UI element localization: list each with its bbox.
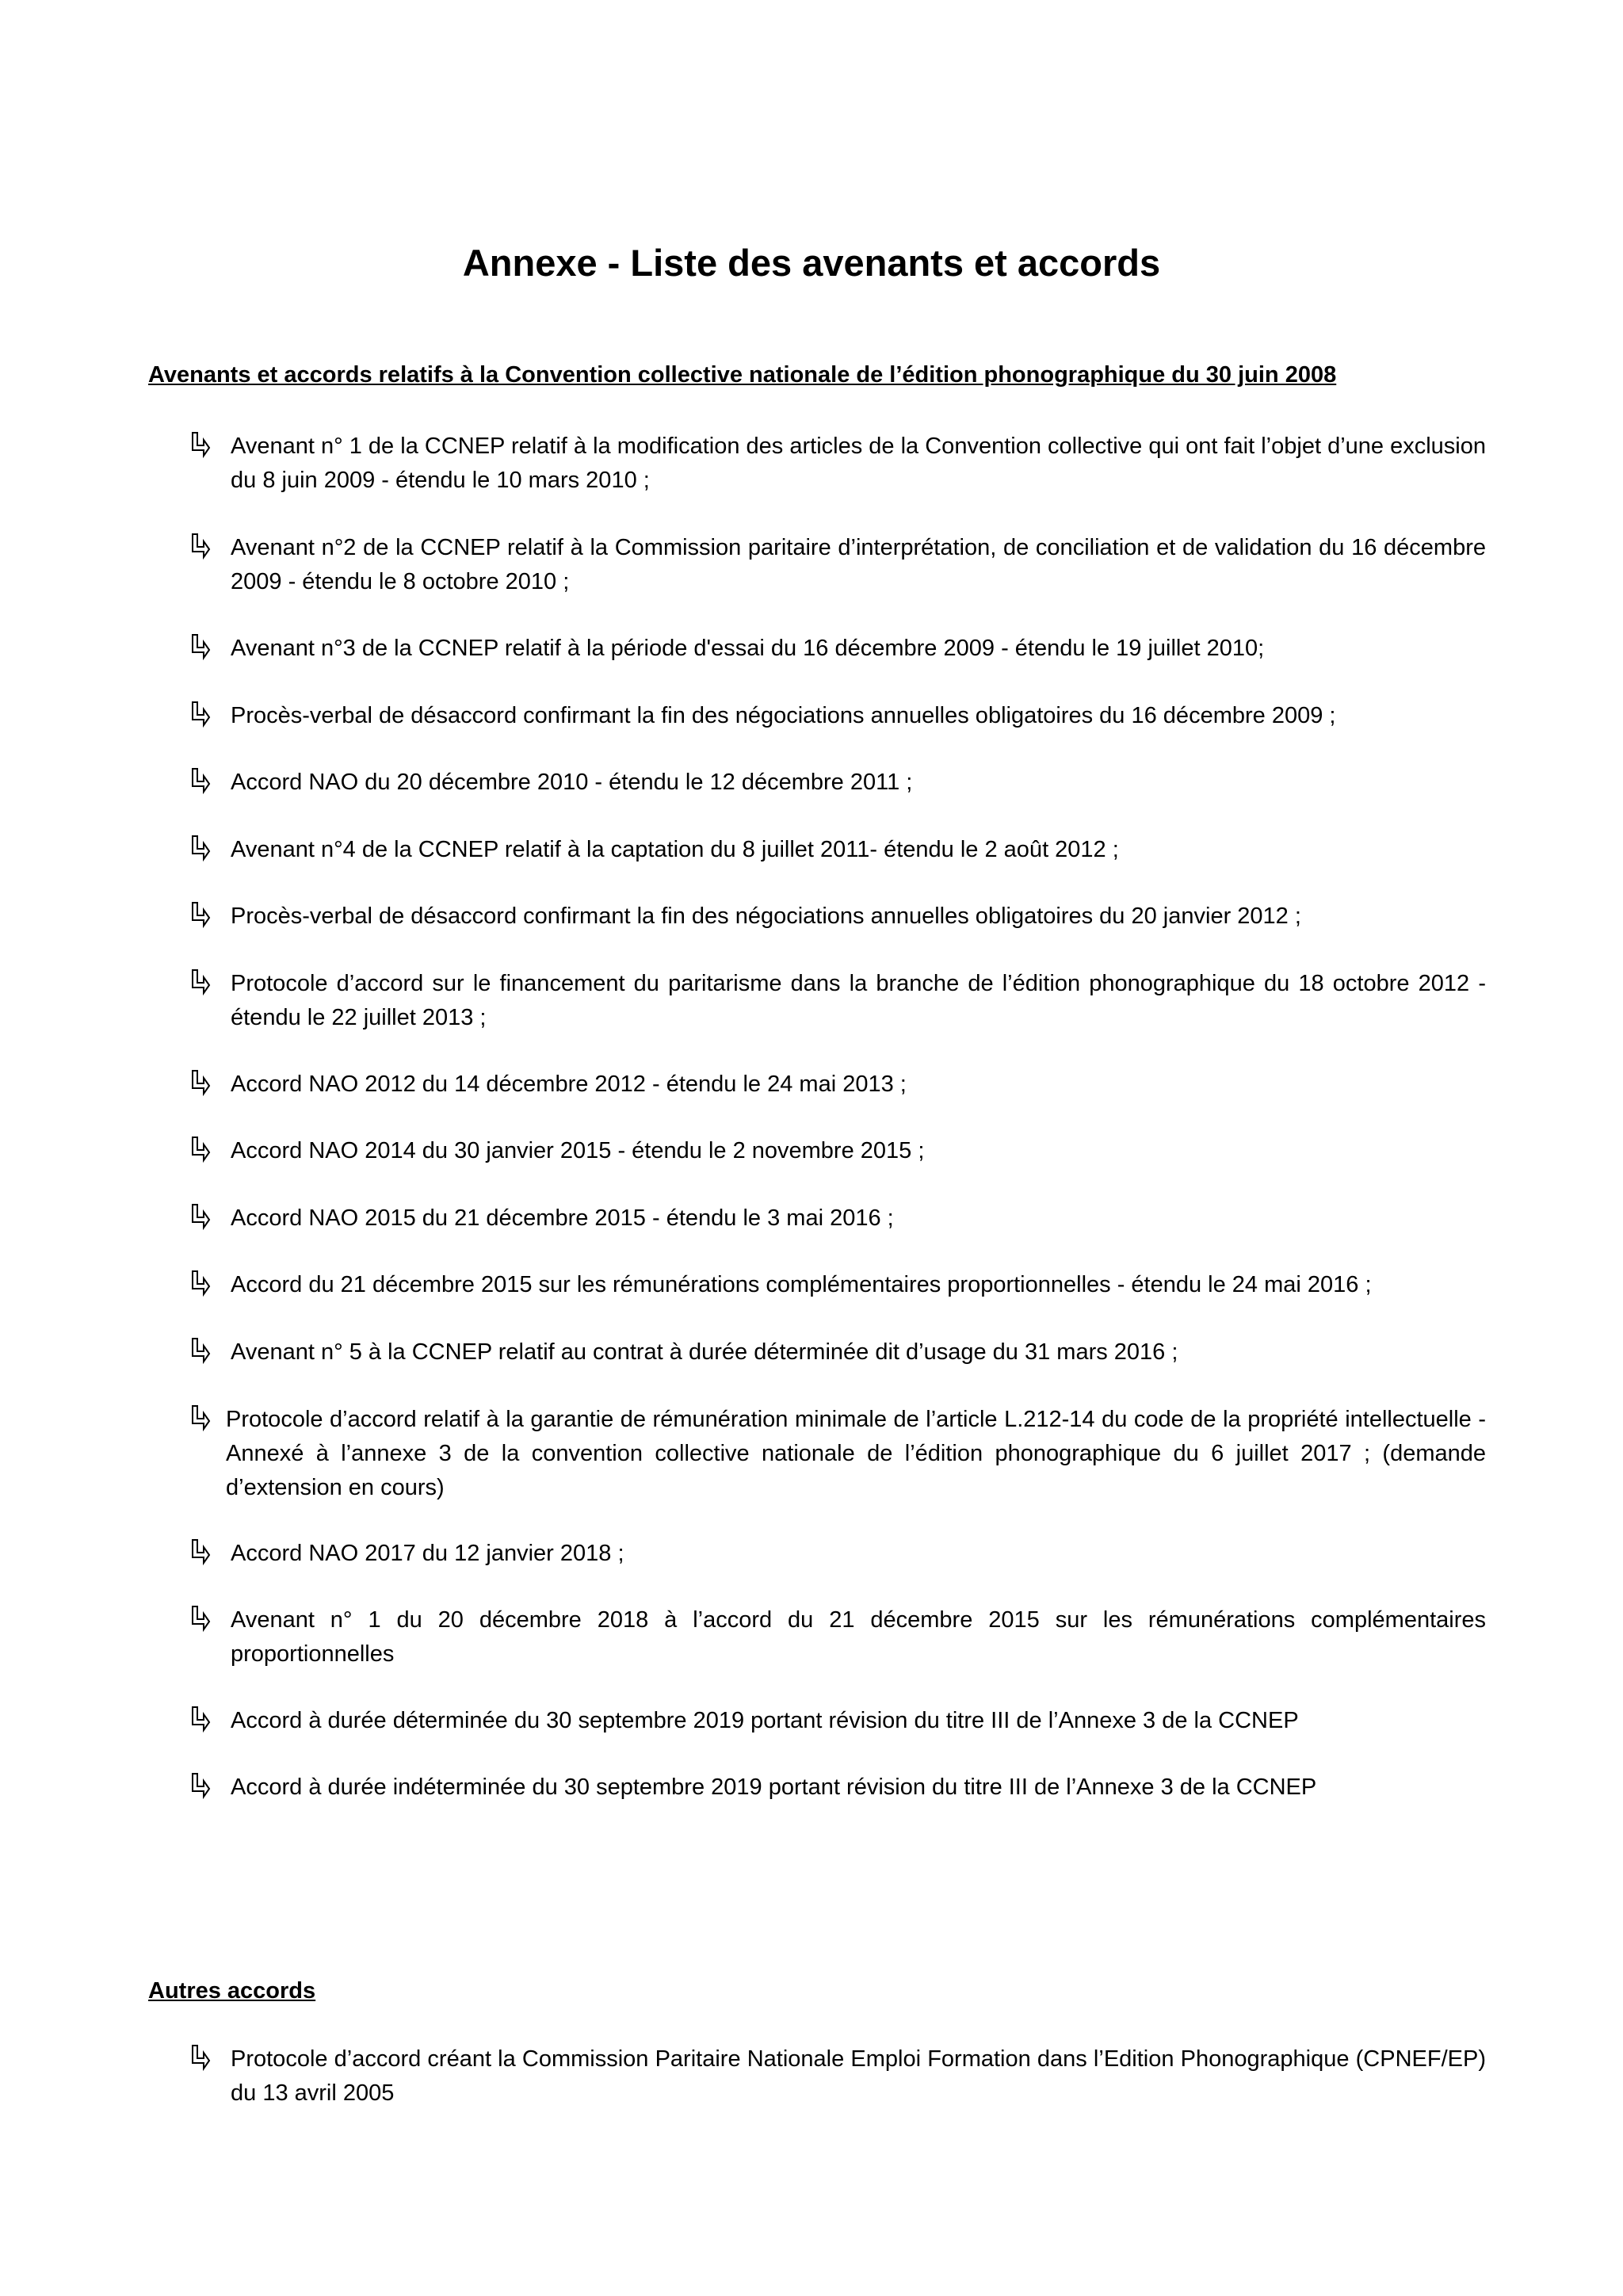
list-item — [190, 900, 1486, 934]
list-item-text: Accord NAO 2014 du 30 janvier 2015 - étendu le 2 novembre 2015 ; — [231, 1138, 925, 1163]
hollow-arrow-icon — [190, 1404, 211, 1431]
section-heading-autres-accords: Autres accords — [148, 1978, 316, 2004]
hollow-arrow-icon — [190, 1772, 211, 1799]
list-item-text: Procès-verbal de désaccord confirmant la fin des négociations annuelles obligatoires du 16 décembre 2009 ; — [231, 703, 1336, 728]
hollow-arrow-icon — [190, 1706, 211, 1733]
list-item — [190, 766, 1486, 800]
hollow-arrow-icon — [190, 1069, 211, 1096]
list-item-text: Accord à durée déterminée du 30 septembre 2019 portant révision du titre III de l’Annexe 3 de la CCNEP — [231, 1708, 1299, 1733]
list-item-text: Avenant n° 5 à la CCNEP relatif au contrat à durée déterminée dit d’usage du 31 mars 2016 ; — [231, 1339, 1178, 1365]
list-item — [190, 632, 1486, 666]
hollow-arrow-icon — [190, 1203, 211, 1230]
list-item-text: Avenant n° 1 du 20 décembre 2018 à l’accord du 21 décembre 2015 sur les rémunérations complémentaires proportionnelles — [231, 1607, 1486, 1667]
list-item-text: Accord NAO 2015 du 21 décembre 2015 - étendu le 3 mai 2016 ; — [231, 1205, 894, 1231]
list-item — [190, 2042, 1486, 2111]
list-item — [190, 430, 1486, 498]
list-item — [190, 1201, 1486, 1236]
list-item-text: Accord NAO du 20 décembre 2010 - étendu le 12 décembre 2011 ; — [231, 770, 913, 795]
list-item-text: Procès-verbal de désaccord confirmant la fin des négociations annuelles obligatoires du 20 janvier 2012 ; — [231, 904, 1301, 929]
list-item — [190, 1704, 1486, 1738]
list-item — [190, 699, 1486, 733]
list-item — [190, 967, 1486, 1035]
list-item — [190, 1068, 1486, 1102]
section-heading-avenants: Avenants et accords relatifs à la Convention collective nationale de l’édition phonographique du 30 juin 2008 — [148, 362, 1337, 388]
list-item-text: Protocole d’accord sur le financement du paritarisme dans la branche de l’édition phonographique du 18 octobre 2012 - étendu le 22 juillet 2013 ; — [231, 971, 1486, 1030]
hollow-arrow-icon — [190, 901, 211, 928]
hollow-arrow-icon — [190, 968, 211, 995]
list-item — [190, 1134, 1486, 1168]
list-item — [190, 1537, 1486, 1571]
hollow-arrow-icon — [190, 701, 211, 728]
hollow-arrow-icon — [190, 431, 211, 458]
list-item-text: Avenant n° 1 de la CCNEP relatif à la modification des articles de la Convention collective qui ont fait l’objet d’une exclusion du 8 juin 2009 - étendu le 10 mars 2010 ; — [231, 434, 1486, 493]
list-item — [190, 1268, 1486, 1302]
list-item-text: Protocole d’accord relatif à la garantie de rémunération minimale de l’article L.212-14 du code de la propriété intellectuelle - Annexé à l’annexe 3 de la convention collective nationale de l’édition phonographique du 6 juillet 2017 ; (demande d’extension en cours) — [226, 1407, 1486, 1500]
hollow-arrow-icon — [190, 633, 211, 660]
hollow-arrow-icon — [190, 767, 211, 794]
list-item-text: Avenant n°4 de la CCNEP relatif à la captation du 8 juillet 2011- étendu le 2 août 2012 ; — [231, 837, 1119, 862]
hollow-arrow-icon — [190, 835, 211, 861]
list-item — [190, 833, 1486, 867]
list-item-text: Avenant n°2 de la CCNEP relatif à la Commission paritaire d’interprétation, de conciliation et de validation du 16 décembre 2009 - étendu le 8 octobre 2010 ; — [231, 535, 1486, 594]
hollow-arrow-icon — [190, 1136, 211, 1163]
list-item-text: Accord NAO 2012 du 14 décembre 2012 - étendu le 24 mai 2013 ; — [231, 1072, 907, 1097]
list-item-text: Accord du 21 décembre 2015 sur les rémunérations complémentaires proportionnelles - étendu le 24 mai 2016 ; — [231, 1272, 1372, 1297]
list-item — [190, 1335, 1486, 1370]
hollow-arrow-icon — [190, 2044, 211, 2071]
hollow-arrow-icon — [190, 1538, 211, 1565]
list-item — [190, 1771, 1486, 1805]
list-item — [190, 1603, 1486, 1671]
hollow-arrow-icon — [190, 533, 211, 560]
list-item-text: Accord à durée indéterminée du 30 septembre 2019 portant révision du titre III de l’Annexe 3 de la CCNEP — [231, 1775, 1317, 1800]
list-item — [190, 531, 1486, 599]
page-title: Annexe - Liste des avenants et accords — [462, 242, 1161, 284]
list-item-text: Protocole d’accord créant la Commission Paritaire Nationale Emploi Formation dans l’Edition Phonographique (CPNEF/EP) du 13 avril 2005 — [231, 2046, 1486, 2106]
hollow-arrow-icon — [190, 1270, 211, 1297]
hollow-arrow-icon — [190, 1337, 211, 1364]
list-item — [190, 1403, 1486, 1505]
list-item-text: Avenant n°3 de la CCNEP relatif à la période d'essai du 16 décembre 2009 - étendu le 19 juillet 2010; — [231, 636, 1265, 661]
hollow-arrow-icon — [190, 1605, 211, 1632]
list-item-text: Accord NAO 2017 du 12 janvier 2018 ; — [231, 1541, 624, 1566]
